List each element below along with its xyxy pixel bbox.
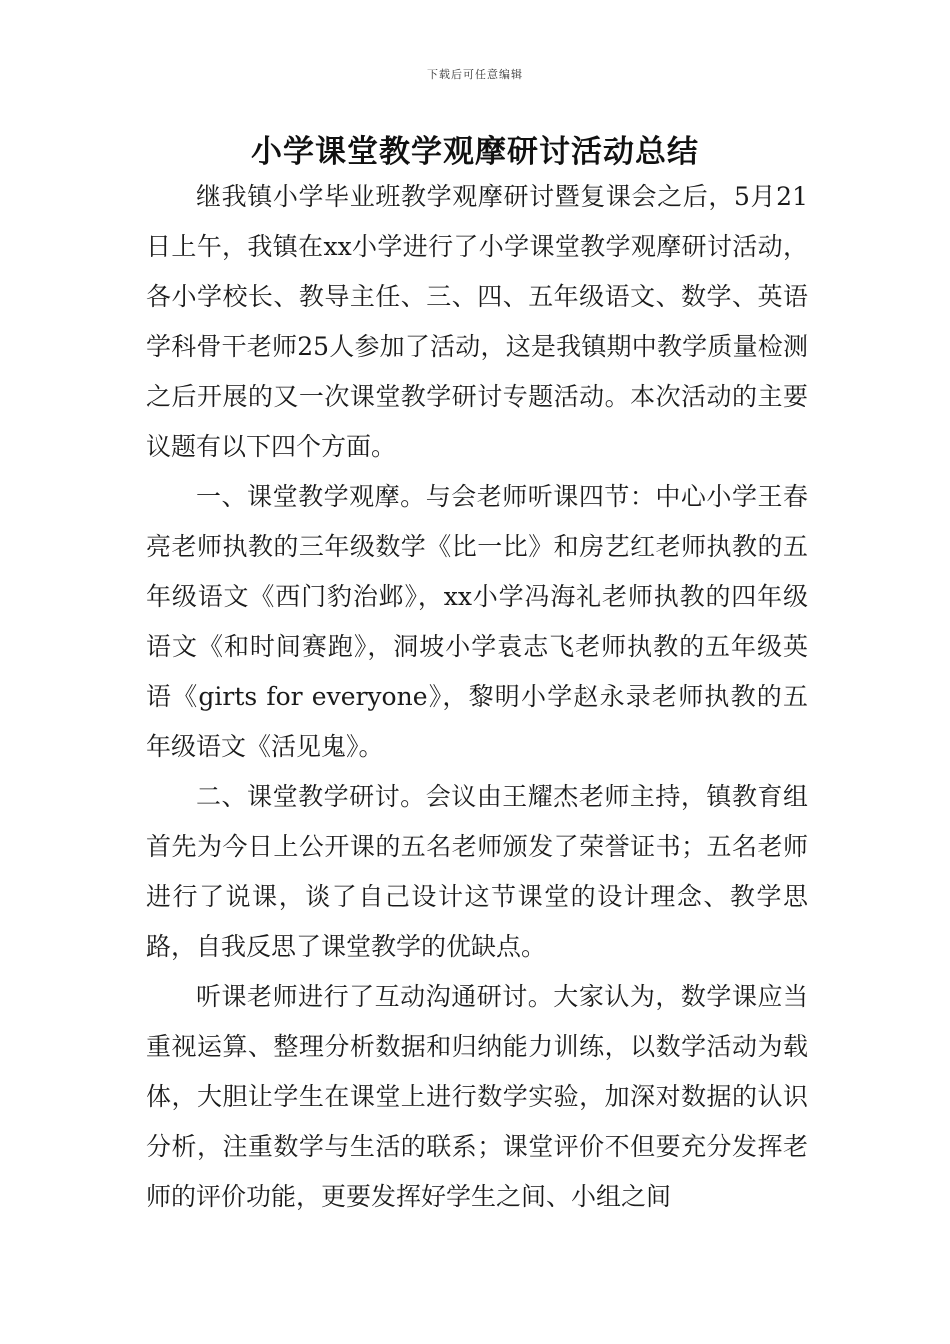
- paragraph-interaction: 听课老师进行了互动沟通研讨。大家认为，数学课应当重视运算、整理分析数据和归纳能力训练，以数学活动为载体，大胆让学生在课堂上进行数学实验，加深对数据的认识分析，注重数学与生活的联系；课堂评价不但要充分发挥老师的评价功能，更要发挥好学生之间、小组之间: [146, 982, 808, 1211]
- paragraph-discussion: 二、课堂教学研讨。会议由王耀杰老师主持，镇教育组首先为今日上公开课的五名老师颁发了荣誉证书；五名老师进行了说课，谈了自己设计这节课堂的设计理念、教学思路，自我反思了课堂教学的优缺点。: [146, 782, 808, 961]
- document-title: 小学课堂教学观摩研讨活动总结: [251, 134, 699, 170]
- paragraph-intro: 继我镇小学毕业班教学观摩研讨暨复课会之后，5月21日上午，我镇在xx小学进行了小学课堂教学观摩研讨活动，各小学校长、教导主任、三、四、五年级语文、数学、英语学科骨干老师25人参加了活动，这是我镇期中教学质量检测之后开展的又一次课堂教学研讨专题活动。本次活动的主要议题有以下四个方面。: [146, 182, 808, 461]
- header-note: 下载后可任意编辑: [427, 68, 523, 81]
- paragraph-observation: 一、课堂教学观摩。与会老师听课四节：中心小学王春亮老师执教的三年级数学《比一比》和房艺红老师执教的五年级语文《西门豹治邺》，xx小学冯海礼老师执教的四年级语文《和时间赛跑》，洞坡小学袁志飞老师执教的五年级英语《girts for everyone》，黎明小学赵永录老师执教的五年级语文《活见鬼》。: [146, 482, 808, 761]
- document-body: [146, 172, 808, 1222]
